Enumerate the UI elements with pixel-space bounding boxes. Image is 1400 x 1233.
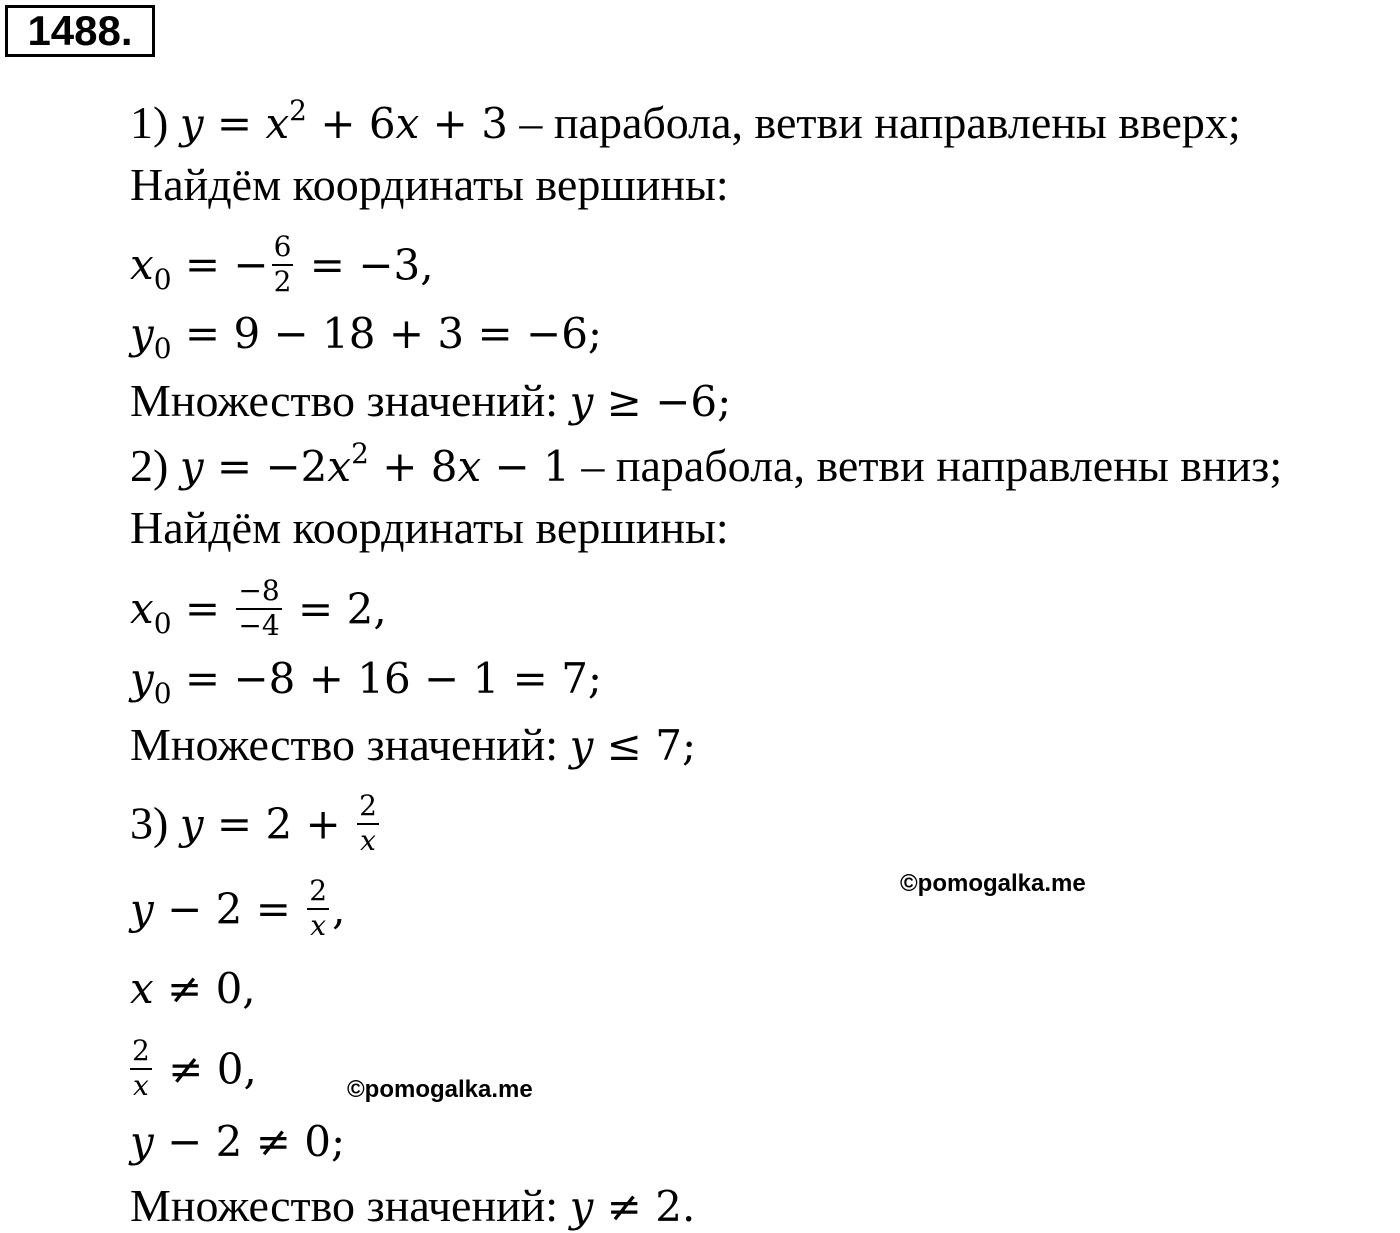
range-label-2: Множество значений: bbox=[130, 719, 559, 770]
expression-15: y − 2 ≠ 0; bbox=[130, 1117, 346, 1166]
vertex-y-2: $y_0 = -8 + 16 - 1 = 7$; bbox=[130, 654, 603, 710]
equation-3: y = 2 + bbox=[179, 799, 355, 849]
equation-2: $y = -2x^2 + 8x - 1$ bbox=[179, 437, 570, 491]
equation-1: $y = x^2 + 6x + 3$ bbox=[179, 94, 508, 148]
line-14 bbox=[130, 1034, 257, 1102]
vertex-x-1: $x_0$ = − bbox=[130, 240, 269, 297]
watermark-1: ©pomogalka.me bbox=[900, 870, 1086, 897]
item-number-3: 3) bbox=[130, 797, 169, 849]
item-number-1: 1) bbox=[130, 97, 169, 148]
vertex-y-1: $y_0 = 9 - 18 + 3 = -6$; bbox=[130, 309, 603, 365]
line-13 bbox=[130, 965, 256, 1015]
vertex-x-2: $x_0$ = bbox=[130, 584, 234, 641]
range-2: y ≤ 7; bbox=[569, 721, 697, 770]
line-4 bbox=[130, 309, 603, 365]
line-16 bbox=[130, 1180, 696, 1233]
line-1 bbox=[130, 94, 1241, 148]
vertex-x-2-result: = 2, bbox=[284, 584, 387, 634]
expression-13: x ≠ 0, bbox=[130, 964, 256, 1013]
comma-12: , bbox=[332, 884, 346, 934]
line-7: Найдём координаты вершины: bbox=[130, 502, 729, 553]
expression-12: y − 2 = bbox=[130, 884, 305, 934]
description-1: – парабола, ветви направлены вверх; bbox=[507, 97, 1241, 148]
fraction-minus8-minus4: $\frac{-8}{-4}$ bbox=[238, 574, 280, 642]
line-10 bbox=[130, 719, 697, 772]
line-6 bbox=[130, 437, 1283, 491]
line-11 bbox=[130, 789, 382, 857]
fraction-2-x-line12: $\frac{2}{x}$ bbox=[309, 874, 328, 942]
line-8 bbox=[130, 574, 387, 642]
range-label-1: Множество значений: bbox=[130, 375, 559, 426]
range-1: y ≥ −6; bbox=[569, 377, 732, 426]
fraction-2-x-eq3: $\frac{2}{x}$ bbox=[359, 789, 377, 857]
range-3: y ≠ 2. bbox=[569, 1182, 696, 1231]
line-5 bbox=[130, 375, 732, 428]
line-2: Найдём координаты вершины: bbox=[130, 159, 729, 210]
vertex-x-1-result: = −3, bbox=[296, 240, 434, 290]
item-number-2: 2) bbox=[130, 440, 169, 491]
line-9 bbox=[130, 654, 603, 710]
range-label-3: Множество значений: bbox=[130, 1180, 559, 1231]
fraction-6-2: $\frac{6}{2}$ bbox=[273, 230, 292, 298]
description-2: – парабола, ветви направлены вниз; bbox=[569, 440, 1283, 491]
fraction-2-x-line14: $\frac{2}{x}$ bbox=[132, 1034, 150, 1102]
line-3 bbox=[130, 230, 434, 298]
watermark-2: ©pomogalka.me bbox=[347, 1076, 533, 1103]
problem-number: 1488. bbox=[5, 5, 155, 57]
line-15 bbox=[130, 1118, 345, 1168]
expression-14: ≠ 0, bbox=[154, 1044, 257, 1094]
line-12 bbox=[130, 874, 346, 942]
